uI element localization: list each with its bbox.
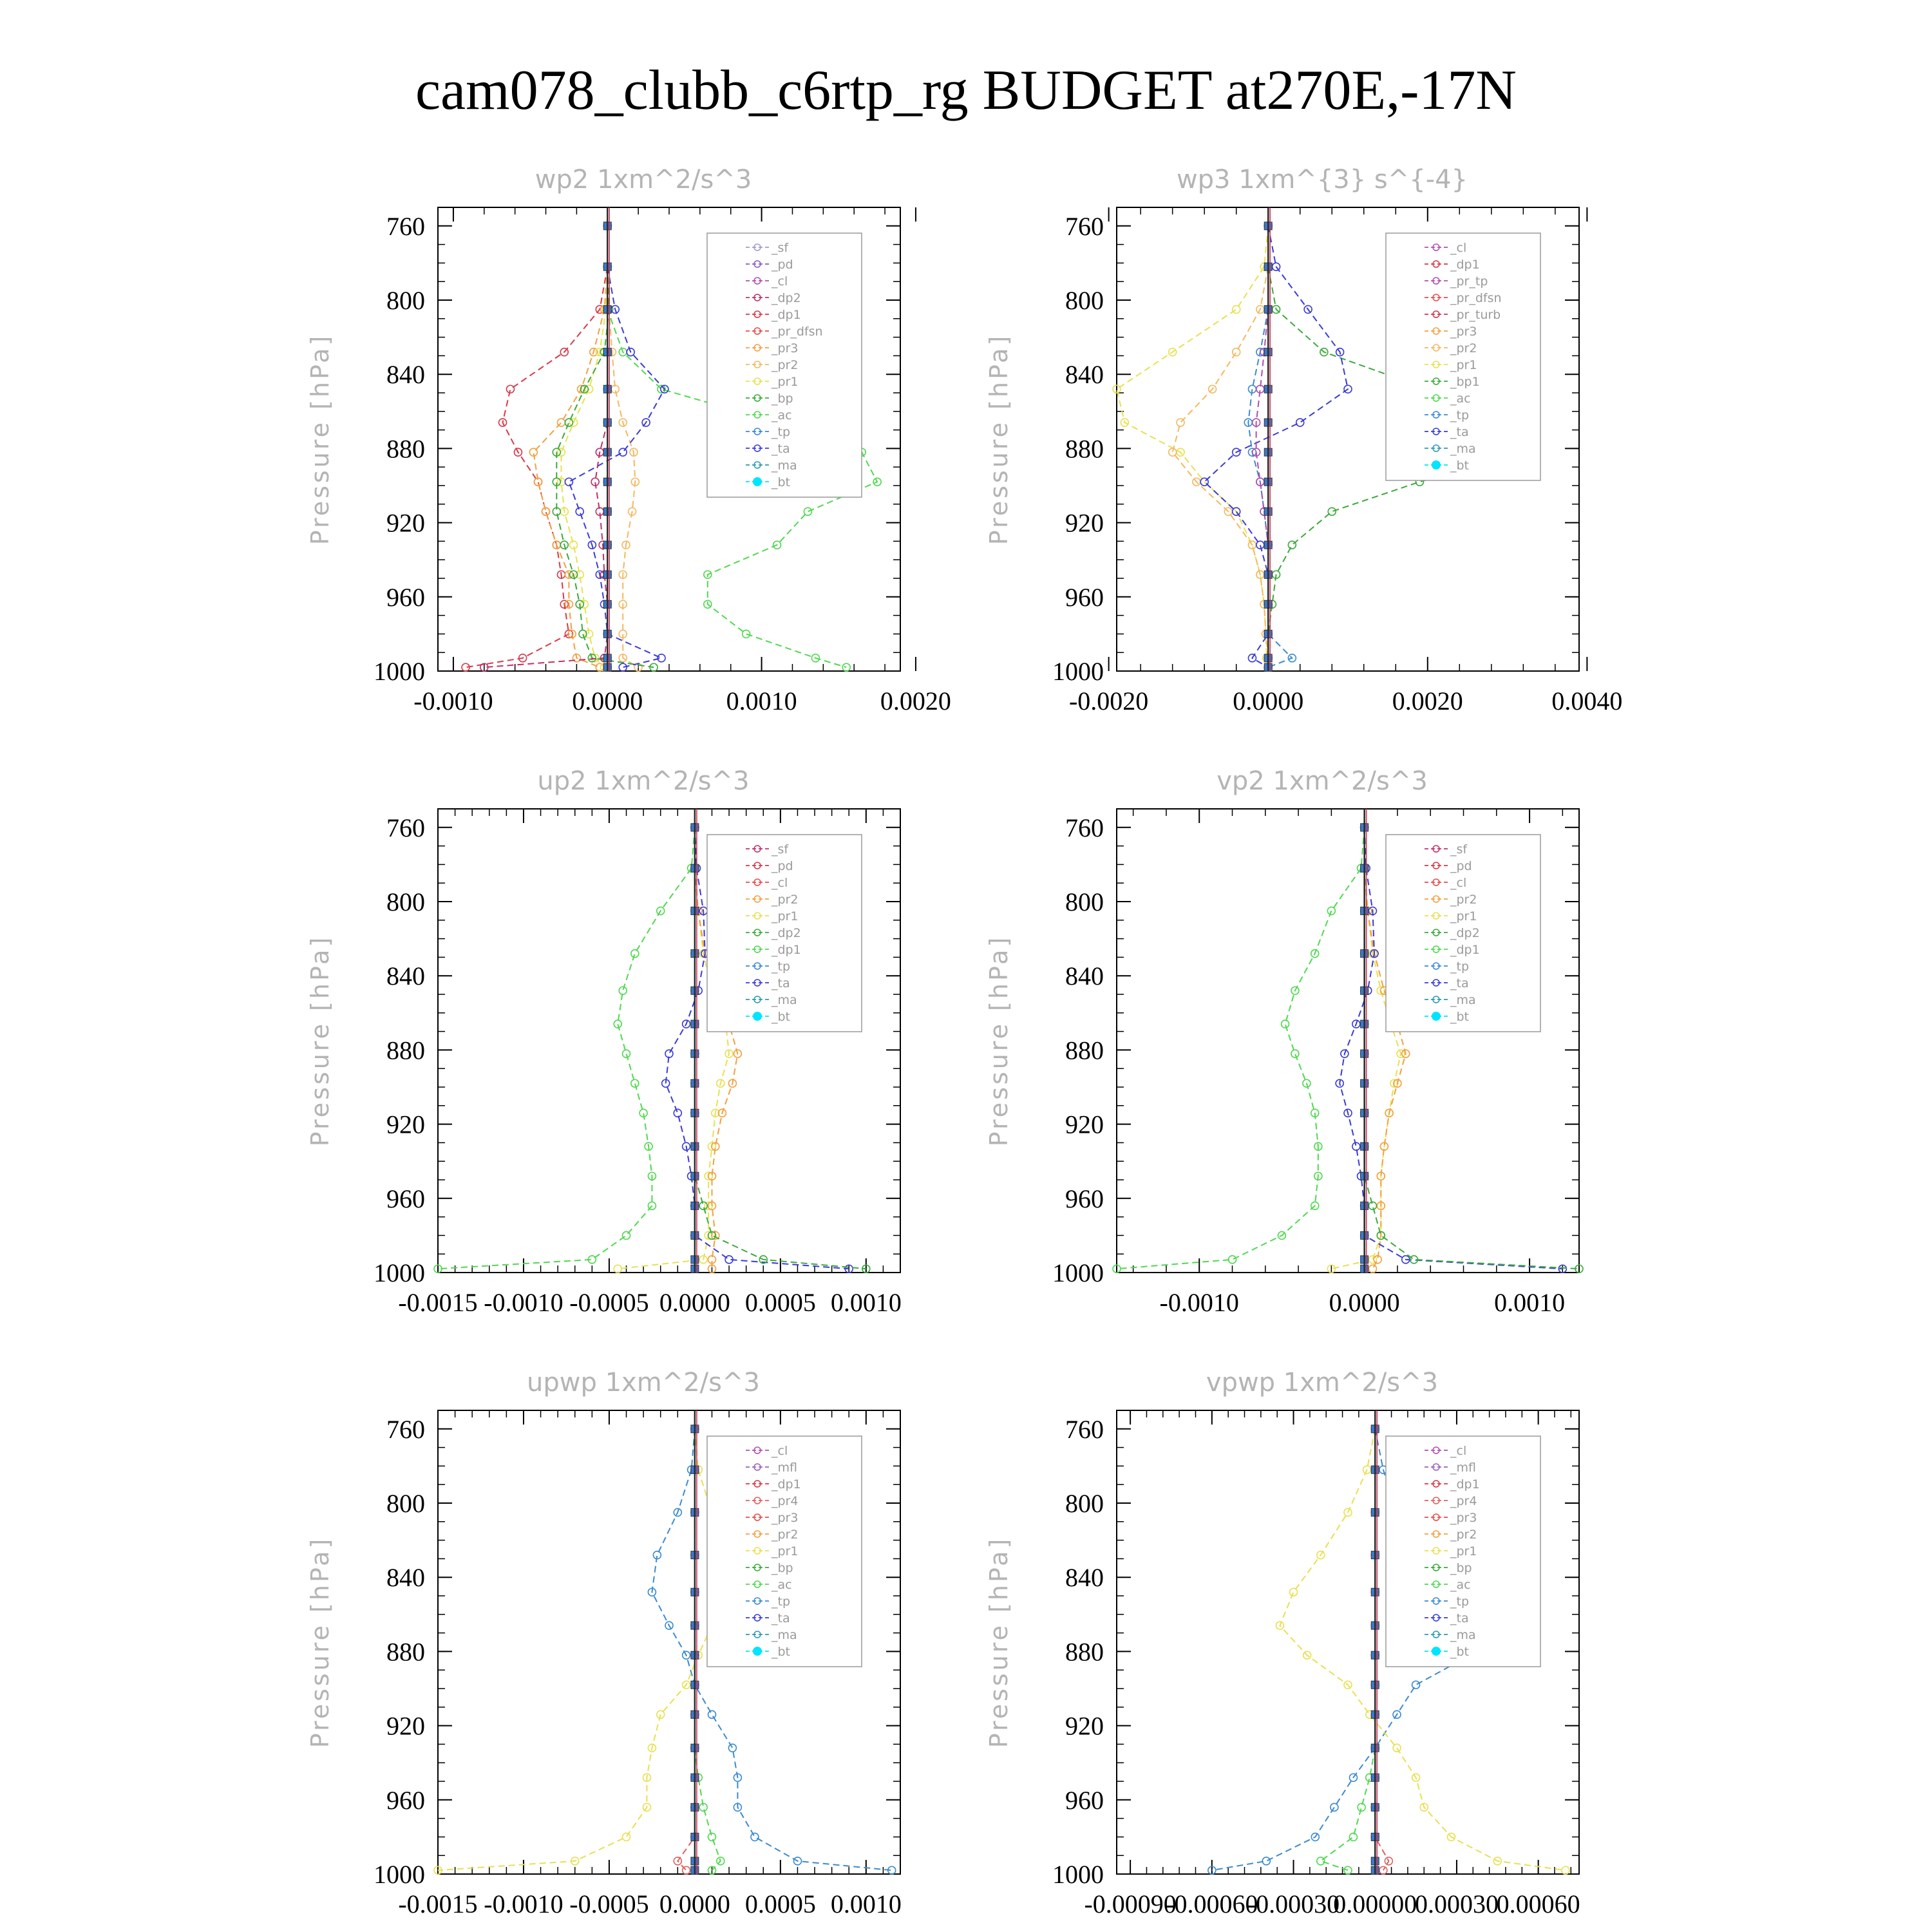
data-point <box>631 950 639 958</box>
data-point <box>557 419 565 426</box>
legend-label: _dp2 <box>772 926 801 940</box>
data-point <box>565 419 573 426</box>
legend-marker <box>753 477 762 486</box>
legend-label: _pr_dfsn <box>1450 291 1502 305</box>
legend-label: _ta <box>1450 425 1469 439</box>
legend-label: _pr1 <box>1450 358 1477 372</box>
data-point <box>619 987 627 994</box>
legend-label: _pr3 <box>772 341 799 355</box>
data-point <box>1412 1681 1420 1689</box>
y-tick-label: 1000 <box>374 1860 425 1889</box>
legend-label: _bt <box>772 1010 791 1024</box>
y-tick-label: 880 <box>1065 1036 1104 1065</box>
series-line <box>484 226 608 667</box>
y-tick-label: 840 <box>1065 360 1104 390</box>
data-point <box>1379 1866 1387 1874</box>
legend-label: _pr2 <box>1450 341 1477 355</box>
legend-label: _ac <box>1450 392 1471 406</box>
legend-label: _ta <box>1450 976 1469 990</box>
x-tick-label: 0.0010 <box>830 1288 902 1317</box>
series-dp1 <box>462 222 611 671</box>
legend-label: _pr1 <box>1450 1544 1477 1558</box>
data-point <box>1344 1866 1352 1874</box>
legend-label: _ta <box>772 1611 790 1625</box>
legend-label: _cl <box>1450 241 1467 255</box>
legend-label: _ta <box>1450 1611 1469 1625</box>
legend <box>1386 233 1540 480</box>
data-point <box>596 663 603 671</box>
legend-label: _cl <box>1450 876 1467 890</box>
series-line <box>1117 226 1268 667</box>
legend-label: _pr1 <box>772 1544 799 1558</box>
legend-label: _pd <box>772 258 793 272</box>
series-line <box>1321 1429 1375 1870</box>
legend-label: _mfl <box>1450 1461 1476 1475</box>
data-point <box>1368 1202 1376 1209</box>
data-point <box>1233 305 1240 313</box>
y-tick-label: 800 <box>386 1489 425 1518</box>
y-tick-label: 1000 <box>1052 1258 1104 1287</box>
x-tick-label: -0.0005 <box>569 1889 649 1918</box>
legend-label: _tp <box>1450 960 1470 974</box>
legend-label: _sf <box>772 241 789 255</box>
data-point <box>542 507 550 515</box>
data-point <box>1368 1265 1376 1273</box>
legend-label: _ta <box>772 976 790 990</box>
legend-label: _dp2 <box>772 291 801 305</box>
legend-label: _ac <box>772 408 792 422</box>
x-tick-label: -0.0010 <box>413 687 493 715</box>
legend-marker <box>753 1647 762 1656</box>
y-tick-label: 880 <box>386 434 425 464</box>
series-ac <box>1317 1425 1379 1874</box>
legend-label: _dp2 <box>1450 926 1480 940</box>
legend-label: _bt <box>1450 459 1470 473</box>
y-tick-label: 760 <box>386 1414 425 1444</box>
data-point <box>1229 1256 1236 1264</box>
x-tick-label: 0.0005 <box>744 1889 816 1918</box>
series-line <box>1117 828 1365 1269</box>
y-tick-label: 960 <box>386 582 425 612</box>
x-tick-label: 0.0000 <box>1329 1288 1400 1317</box>
x-tick-label: -0.00090 <box>1084 1889 1177 1918</box>
data-point <box>1262 1857 1270 1865</box>
legend-label: _bt <box>1450 1010 1470 1024</box>
x-tick-label: 0.0000 <box>659 1889 730 1918</box>
data-point <box>623 1231 630 1239</box>
data-point <box>683 1866 690 1874</box>
y-tick-label: 800 <box>386 286 425 315</box>
y-tick-label: 760 <box>386 211 425 241</box>
legend-label: _pd <box>1450 859 1472 873</box>
series-line <box>562 226 608 667</box>
series-line <box>438 1429 729 1870</box>
legend-marker <box>753 1012 762 1021</box>
x-tick-label: 0.0000 <box>1233 687 1304 715</box>
data-point <box>1177 419 1184 426</box>
series-dp2 <box>480 222 611 671</box>
data-point <box>565 478 573 486</box>
data-point <box>557 448 565 456</box>
y-tick-label: 1000 <box>1052 1860 1104 1889</box>
y-tick-label: 880 <box>1065 1637 1104 1667</box>
y-tick-label: 880 <box>386 1637 425 1667</box>
legend-label: _bp <box>1450 1561 1472 1575</box>
data-point <box>1317 1857 1325 1865</box>
data-point <box>1358 1803 1365 1811</box>
y-tick-label: 880 <box>386 1036 425 1065</box>
y-axis-label: Pressure [hPa] <box>306 1536 334 1748</box>
y-tick-label: 920 <box>1065 508 1104 538</box>
panel-3 <box>306 766 902 1317</box>
x-tick-label: 0.0000 <box>659 1288 730 1317</box>
x-tick-label: -0.0010 <box>1159 1288 1239 1317</box>
legend-label: _tp <box>772 1595 791 1609</box>
series-ac <box>1113 824 1368 1273</box>
legend-label: _ta <box>772 442 790 456</box>
panel-title: up2 1xm^2/s^3 <box>537 766 750 796</box>
legend-label: _cl <box>772 274 788 289</box>
y-tick-label: 920 <box>386 1711 425 1741</box>
series-pr1 <box>434 1425 733 1874</box>
legend-label: _dp1 <box>1450 258 1480 272</box>
y-tick-label: 920 <box>386 508 425 538</box>
data-point <box>699 1202 707 1209</box>
y-tick-label: 960 <box>1065 582 1104 612</box>
legend-label: _ma <box>1450 442 1476 456</box>
legend-label: _ma <box>772 993 797 1007</box>
panel-4 <box>985 766 1583 1317</box>
x-tick-label: -0.00030 <box>1247 1889 1340 1918</box>
data-point <box>619 448 627 456</box>
y-tick-label: 960 <box>1065 1184 1104 1213</box>
y-tick-label: 920 <box>386 1110 425 1139</box>
legend-label: _dp1 <box>772 308 801 322</box>
x-tick-label: 0.0010 <box>1494 1288 1566 1317</box>
data-point <box>751 1833 759 1841</box>
data-point <box>1331 1803 1338 1811</box>
data-point <box>1296 419 1304 426</box>
y-axis-label: Pressure [hPa] <box>985 934 1013 1147</box>
legend-label: _tp <box>1450 408 1470 422</box>
data-point <box>1290 1588 1298 1596</box>
legend-marker <box>1432 1647 1441 1656</box>
legend-label: _pr_turb <box>1450 308 1501 322</box>
data-point <box>842 663 850 671</box>
legend-marker <box>1432 1012 1441 1021</box>
y-tick-label: 960 <box>386 1785 425 1815</box>
legend-label: _ma <box>772 1628 797 1642</box>
y-axis-label: Pressure [hPa] <box>985 1536 1013 1748</box>
legend-label: _cl <box>772 1444 788 1458</box>
legend-label: _pd <box>772 859 793 873</box>
x-tick-label: 0.0005 <box>744 1288 816 1317</box>
y-tick-label: 840 <box>386 1563 425 1593</box>
legend-label: _sf <box>1450 842 1468 857</box>
y-tick-label: 1000 <box>374 657 425 686</box>
y-tick-label: 760 <box>386 813 425 842</box>
legend-label: _cl <box>772 876 788 890</box>
legend-label: _ma <box>1450 993 1476 1007</box>
data-point <box>1256 541 1264 549</box>
legend-label: _pr3 <box>772 1511 799 1525</box>
x-tick-label: -0.0010 <box>484 1889 564 1918</box>
legend-label: _sf <box>772 842 789 857</box>
data-point <box>708 1833 715 1841</box>
x-tick-label: 0.0010 <box>726 687 797 715</box>
x-tick-label: 0.00060 <box>1496 1889 1580 1918</box>
data-point <box>1233 348 1240 356</box>
panel-2 <box>985 165 1622 715</box>
y-tick-label: 960 <box>386 1184 425 1213</box>
legend-label: _bt <box>772 1645 791 1659</box>
x-tick-label: 0.0010 <box>830 1889 902 1918</box>
x-tick-label: 0.0020 <box>880 687 951 715</box>
legend-label: _pr3 <box>1450 1511 1477 1525</box>
legend-label: _pr2 <box>1450 1528 1477 1542</box>
y-tick-label: 800 <box>386 887 425 916</box>
y-axis-label: Pressure [hPa] <box>306 333 334 545</box>
x-tick-label: 0.0000 <box>572 687 643 715</box>
y-axis-label: Pressure [hPa] <box>306 934 334 1147</box>
data-point <box>1328 507 1336 515</box>
legend <box>707 1436 862 1667</box>
legend-label: _pr1 <box>1450 909 1477 923</box>
legend-label: _tp <box>772 960 791 974</box>
legend-label: _pr2 <box>1450 893 1477 907</box>
panel-title: upwp 1xm^2/s^3 <box>527 1368 760 1397</box>
data-point <box>623 1833 630 1841</box>
legend-label: _dp1 <box>772 943 801 957</box>
y-tick-label: 920 <box>1065 1711 1104 1741</box>
legend-label: _ac <box>772 1578 792 1592</box>
legend-label: _pr3 <box>1450 325 1477 339</box>
legend-label: _dp1 <box>1450 943 1480 957</box>
x-tick-label: 0.0040 <box>1551 687 1623 715</box>
legend-label: _pr2 <box>772 358 799 372</box>
panel-title: wp3 1xm^{3} s^{-4} <box>1176 165 1468 194</box>
legend-label: _bt <box>1450 1645 1470 1659</box>
data-point <box>1352 1142 1360 1150</box>
legend <box>707 233 862 497</box>
x-tick-label: -0.0010 <box>484 1288 564 1317</box>
data-point <box>1291 1050 1299 1057</box>
legend-label: _tp <box>1450 1595 1470 1609</box>
legend-label: _pr4 <box>1450 1494 1477 1508</box>
x-tick-label: -0.0005 <box>569 1288 649 1317</box>
data-point <box>1282 1020 1289 1028</box>
series-line <box>438 828 695 1269</box>
legend <box>1386 835 1540 1032</box>
x-tick-label: 0.0020 <box>1392 687 1463 715</box>
y-tick-label: 760 <box>1065 211 1104 241</box>
legend <box>707 835 862 1032</box>
x-tick-label: -0.0015 <box>398 1889 478 1918</box>
data-point <box>614 1265 621 1273</box>
y-axis-label: Pressure [hPa] <box>985 333 1013 545</box>
legend-label: _ma <box>1450 1628 1476 1642</box>
y-tick-label: 760 <box>1065 1414 1104 1444</box>
data-point <box>1288 541 1296 549</box>
panel-6 <box>985 1368 1580 1918</box>
legend-label: _ma <box>772 459 797 473</box>
data-point <box>614 1020 621 1028</box>
panel-5 <box>306 1368 902 1918</box>
legend <box>1386 1436 1540 1667</box>
legend-label: _mfl <box>772 1461 797 1475</box>
data-point <box>631 1079 639 1087</box>
x-tick-label: -0.00060 <box>1166 1889 1258 1918</box>
data-point <box>665 1050 673 1057</box>
data-point <box>728 1744 736 1752</box>
data-point <box>708 1710 715 1718</box>
y-tick-label: 840 <box>386 961 425 991</box>
series-line <box>1173 226 1269 667</box>
y-tick-label: 840 <box>1065 1563 1104 1593</box>
legend-label: _pr_dfsn <box>772 325 823 339</box>
legend-label: _pr1 <box>772 375 799 389</box>
x-tick-label: -0.0015 <box>398 1288 478 1317</box>
panel-title: vp2 1xm^2/s^3 <box>1217 766 1428 796</box>
data-point <box>1169 448 1177 456</box>
data-point <box>619 663 627 671</box>
y-tick-label: 880 <box>1065 434 1104 464</box>
x-tick-label: -0.0020 <box>1068 687 1149 715</box>
panel-title: vpwp 1xm^2/s^3 <box>1206 1368 1439 1397</box>
y-tick-label: 960 <box>1065 1785 1104 1815</box>
legend-label: _pr4 <box>772 1494 799 1508</box>
series-line <box>1204 226 1348 667</box>
data-point <box>674 1109 681 1117</box>
legend-label: _pr_tp <box>1450 274 1488 289</box>
legend-label: _bt <box>772 475 791 489</box>
legend-label: _bp <box>772 1561 793 1575</box>
legend-label: _dp1 <box>1450 1477 1480 1492</box>
legend-label: _dp1 <box>772 1477 801 1492</box>
legend-label: _pr2 <box>772 893 799 907</box>
legend-label: _tp <box>772 425 791 439</box>
data-point <box>804 507 811 515</box>
data-point <box>576 507 583 515</box>
legend-label: _bp1 <box>1450 375 1480 389</box>
panel-1 <box>306 165 951 715</box>
y-tick-label: 920 <box>1065 1110 1104 1139</box>
legend-label: _cl <box>1450 1444 1467 1458</box>
y-tick-label: 840 <box>1065 961 1104 991</box>
series-pr3 <box>529 222 611 671</box>
legend-label: _bp <box>772 392 793 406</box>
y-tick-label: 800 <box>1065 286 1104 315</box>
x-tick-label: 0.00030 <box>1414 1889 1499 1918</box>
y-tick-label: 1000 <box>1052 657 1104 686</box>
data-point <box>743 630 750 638</box>
legend-label: _ac <box>1450 1578 1471 1592</box>
legend-marker <box>1432 460 1441 469</box>
series-ac <box>434 824 699 1273</box>
data-point <box>623 1050 630 1057</box>
y-tick-label: 760 <box>1065 813 1104 842</box>
panel-title: wp2 1xm^2/s^3 <box>535 165 752 194</box>
y-tick-label: 840 <box>386 360 425 390</box>
legend-label: _pr1 <box>772 909 799 923</box>
legend-label: _pr2 <box>772 1528 799 1542</box>
data-point <box>1349 1833 1357 1841</box>
y-tick-label: 1000 <box>374 1258 425 1287</box>
y-tick-label: 800 <box>1065 887 1104 916</box>
y-tick-label: 800 <box>1065 1489 1104 1518</box>
figure-title: cam078_clubb_c6rtp_rg BUDGET at270E,-17N <box>415 59 1517 122</box>
x-tick-label: 0.00000 <box>1333 1889 1417 1918</box>
